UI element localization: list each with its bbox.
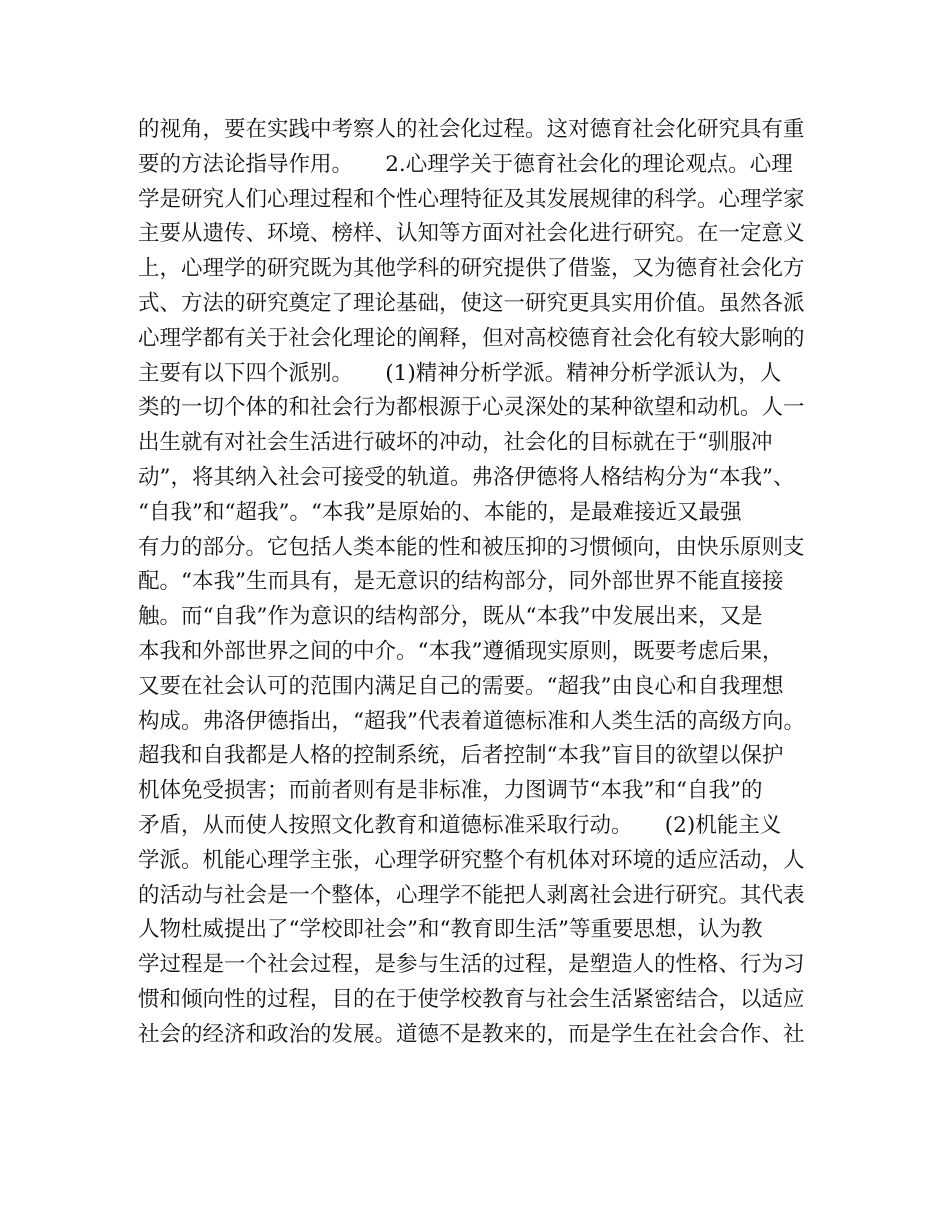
- text-line: 式、方法的研究奠定了理论基础，使这一研究更具实用价值。虽然各派: [138, 290, 805, 316]
- text-line: 主要从遗传、环境、榜样、认知等方面对社会化进行研究。在一定意义: [138, 221, 805, 247]
- text-line: 学过程是一个社会过程，是参与生活的过程，是塑造人的性格、行为习: [138, 952, 805, 978]
- text-line: 配。“本我”生而具有，是无意识的结构部分，同外部世界不能直接接: [138, 569, 784, 595]
- text-line: 机体免受损害；而前者则有是非标准，力图调节“本我”和“自我”的: [138, 778, 763, 804]
- text-line: 学是研究人们心理过程和个性心理特征及其发展规律的科学。心理学家: [138, 186, 805, 212]
- text-line: 主要有以下四个派别。 (1)精神分析学派。精神分析学派认为，人: [138, 360, 782, 386]
- text-line: 又要在社会认可的范围内满足自己的需要。“超我”由良心和自我理想: [138, 673, 784, 699]
- text-line: 本我和外部世界之间的中介。“本我”遵循现实原则，既要考虑后果，: [138, 638, 784, 664]
- text-line: 惯和倾向性的过程，目的在于使学校教育与社会生活紧密结合，以适应: [138, 986, 805, 1012]
- text-line: 构成。弗洛伊德指出，“超我”代表着道德标准和人类生活的高级方向。: [138, 708, 805, 734]
- text-line: 动”，将其纳入社会可接受的轨道。弗洛伊德将人格结构分为“本我”、: [138, 464, 795, 490]
- text-line: 矛盾，从而使人按照文化教育和道德标准采取行动。 (2)机能主义: [138, 812, 782, 838]
- text-line: 超我和自我都是人格的控制系统，后者控制“本我”盲目的欲望以保护: [138, 743, 784, 769]
- text-line: “自我”和“超我”。“本我”是原始的、本能的，是最难接近又最强: [138, 499, 742, 525]
- text-line: 有力的部分。它包括人类本能的性和被压抑的习惯倾向，由快乐原则支: [138, 534, 805, 560]
- text-line: 出生就有对社会生活进行破坏的冲动，社会化的目标就在于“驯服冲: [138, 430, 773, 456]
- text-line: 上，心理学的研究既为其他学科的研究提供了借鉴，又为德育社会化方: [138, 256, 805, 282]
- text-line: 类的一切个体的和社会行为都根源于心灵深处的某种欲望和动机。人一: [138, 395, 805, 421]
- body-text: [138, 113, 828, 1053]
- text-line: 人物杜威提出了“学校即社会”和“教育即生活”等重要思想，认为教: [138, 917, 763, 943]
- text-line: 学派。机能心理学主张，心理学研究整个有机体对环境的适应活动，人: [138, 847, 805, 873]
- text-line: 社会的经济和政治的发展。道德不是教来的，而是学生在社会合作、社: [138, 1021, 805, 1047]
- text-line: 心理学都有关于社会化理论的阐释，但对高校德育社会化有较大影响的: [138, 325, 805, 351]
- text-line: 触。而“自我”作为意识的结构部分，既从“本我”中发展出来，又是: [138, 604, 763, 630]
- text-line: 的活动与社会是一个整体，心理学不能把人剥离社会进行研究。其代表: [138, 882, 805, 908]
- text-line: 的视角，要在实践中考察人的社会化过程。这对德育社会化研究具有重: [138, 117, 805, 142]
- text-line: 要的方法论指导作用。 2.心理学关于德育社会化的理论观点。心理: [138, 151, 793, 177]
